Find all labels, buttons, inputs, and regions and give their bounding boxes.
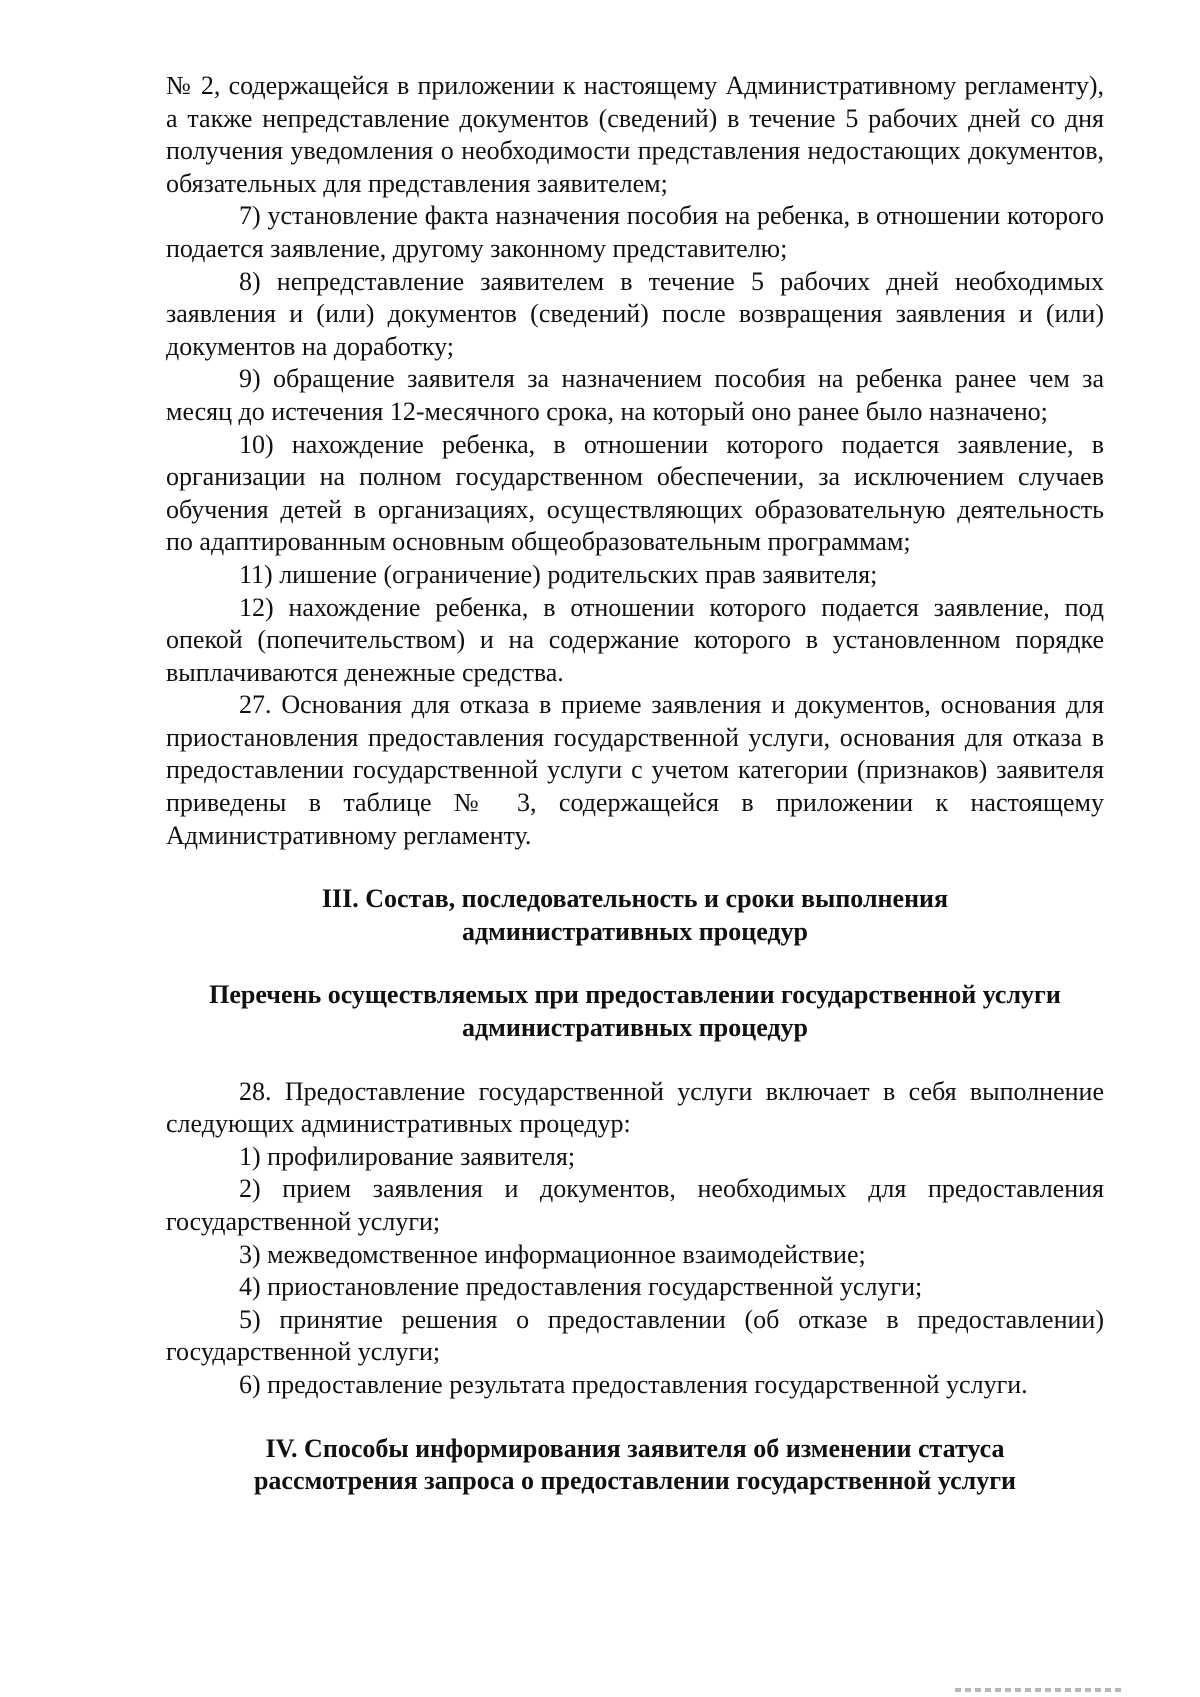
procedure-item-2: 2) прием заявления и документов, необходимых для предоставления государственной услуги; [166,1174,1104,1236]
paragraph-27: 27. Основания для отказа в приеме заявления и документов, основания для приостановления предоставления государственной услуги, основания для отказа в предоставлении государственной услуги с учетом категории (признаков) заявителя приведены в таблице № 3, содержащейся в приложении к настоящему Административному регламенту. [166,690,1104,850]
section-4-heading [166,1433,1104,1498]
list-item-12: 12) нахождение ребенка, в отношении которого подается заявление, под опекой (попечительством) и на содержание которого в установленном порядке выплачиваются денежные средства. [166,592,1104,687]
section-3-heading-line-2: административных процедур [461,916,809,946]
paragraph-28-block [166,1076,1104,1402]
scan-artifact-mark [955,1688,1125,1692]
section-4-heading-line-1: IV. Способы информирования заявителя об изменении статуса [265,1433,1005,1463]
procedures-list-heading-line-1: Перечень осуществляемых при предоставлении государственной услуги [209,980,1061,1010]
procedures-list-heading [166,979,1104,1044]
paragraph-28: 28. Предоставление государственной услуги включает в себя выполнение следующих административных процедур: [166,1076,1104,1139]
procedure-item-1: 1) профилирование заявителя; [239,1141,576,1171]
paragraph-continuation: № 2, содержащейся в приложении к настоящему Административному регламенту), а также непредставление документов (сведений) в течение 5 рабочих дней со дня получения уведомления о необходимости представления недостающих документов, обязательных для представления заявителем; [166,71,1104,198]
section-3-heading [166,883,1104,948]
procedure-item-4: 4) приостановление предоставления государственной услуги; [239,1272,923,1302]
list-item-11: 11) лишение (ограничение) родительских прав заявителя; [239,559,878,589]
procedure-item-5: 5) принятие решения о предоставлении (об отказе в предоставлении) государственной услуги; [166,1304,1104,1367]
procedures-list-heading-line-2: административных процедур [461,1013,809,1043]
procedure-item-6: 6) предоставление результата предоставления государственной услуги. [239,1369,1028,1399]
section-3-heading-line-1: III. Состав, последовательность и сроки выполнения [321,884,949,914]
list-item-10: 10) нахождение ребенка, в отношении которого подается заявление, в организации на полном государственном обеспечении, за исключением случаев обучения детей в организациях, осуществляющих образовательную деятельность по адаптированным основным общеобразовательным программам; [166,429,1104,557]
procedure-item-3: 3) межведомственное информационное взаимодействие; [239,1239,866,1269]
list-item-7: 7) установление факта назначения пособия на ребенка, в отношении которого подается заявление, другому законному представителю; [166,201,1104,263]
section-4-heading-line-2: рассмотрения запроса о предоставлении государственной услуги [253,1466,1017,1496]
list-item-8: 8) непредставление заявителем в течение 5 рабочих дней необходимых заявления и (или) документов (сведений) после возвращения заявления и (или) документов на доработку; [166,266,1104,361]
document-body [166,70,1104,1498]
list-item-9: 9) обращение заявителя за назначением пособия на ребенка ранее чем за месяц до истечения 12-месячного срока, на который оно ранее было назначено; [166,364,1104,426]
